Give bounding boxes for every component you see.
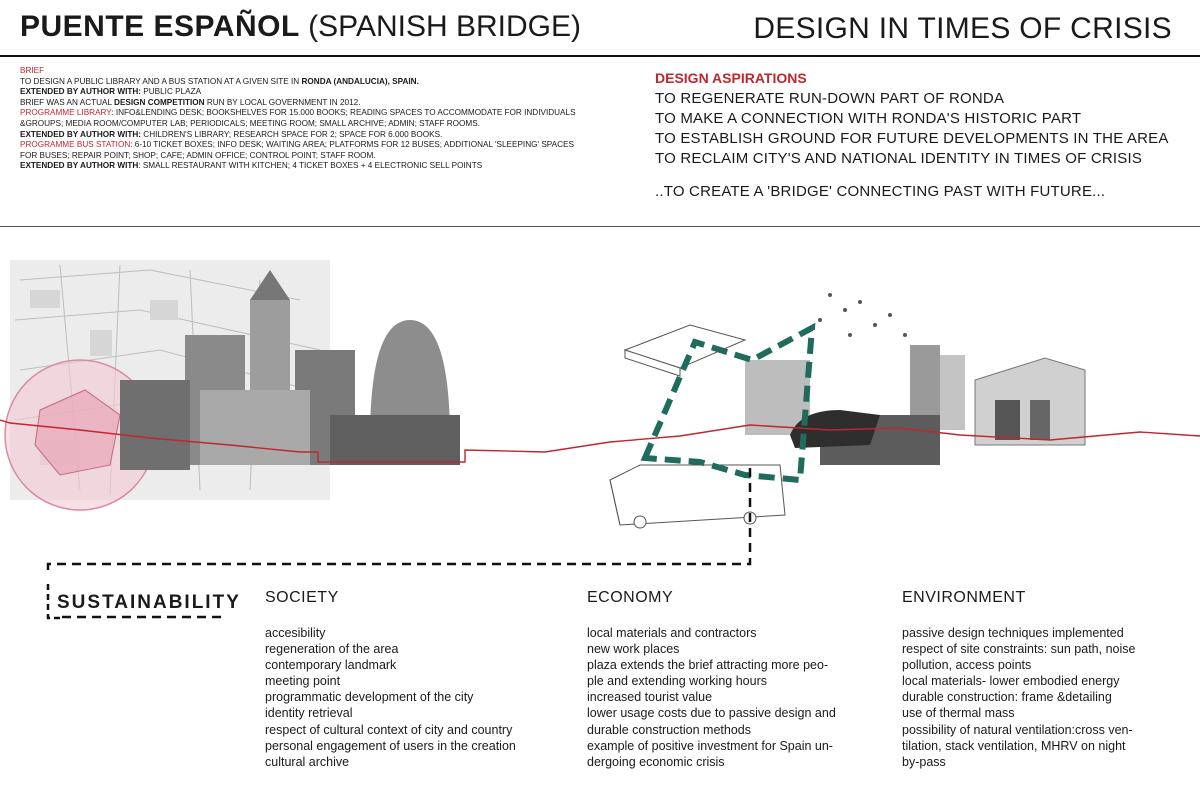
aspiration-item: TO RECLAIM CITY'S AND NATIONAL IDENTITY IN TIMES OF CRISIS <box>655 150 1143 167</box>
brief-line-3 <box>20 98 582 109</box>
brief-line-3-post: RUN BY LOCAL GOVERNMENT IN 2012. <box>204 97 361 107</box>
list-item: increased tourist value <box>587 690 713 705</box>
programme-library-text: : INFO&LENDING DESK; BOOKSHELVES FOR 15.000 BOOKS; READING SPACES TO ACCOMMODATE FOR INDIVIDUALS &GROUPS; MEDIA ROOM/COMPUTER LAB; PERIODICALS; MEETING ROOM; SMALL ARCHIVE; ADMIN; STAFF ROOMS. <box>20 108 576 128</box>
list-item: contemporary landmark <box>265 658 397 673</box>
programme-library-label: PROGRAMME LIBRARY <box>20 108 112 118</box>
list-item: identity retrieval <box>265 706 353 721</box>
section-divider <box>0 226 1200 227</box>
modern-buildings <box>745 345 1085 465</box>
list-item: plaza extends the brief attracting more peo- <box>587 658 829 673</box>
list-item: local materials and contractors <box>587 626 757 640</box>
list-item: durable construction methods <box>587 722 751 737</box>
list-item: example of positive investment for Spain un- <box>587 738 833 753</box>
sustainability-underline <box>62 614 262 620</box>
list-item: possibility of natural ventilation:cross ven- <box>902 722 1133 737</box>
society-list <box>265 625 565 770</box>
title-subtitle: (SPANISH BRIDGE) <box>308 10 581 43</box>
header-tagline: DESIGN IN TIMES OF CRISIS <box>753 12 1172 45</box>
aspirations-closing: ..TO CREATE A 'BRIDGE' CONNECTING PAST WITH FUTURE... <box>655 183 1106 200</box>
list-item: new work places <box>587 642 680 657</box>
sustainability-title: SUSTAINABILITY <box>57 592 241 613</box>
list-item: by-pass <box>902 754 946 769</box>
list-item: meeting point <box>265 674 341 689</box>
bus-sketch <box>610 465 785 528</box>
concept-collage <box>0 240 1200 580</box>
list-item: dergoing economic crisis <box>587 754 725 769</box>
programme-bus-station <box>20 140 582 161</box>
aspirations-heading: DESIGN ASPIRATIONS <box>655 70 807 86</box>
bus-extension <box>20 161 582 172</box>
economy-title: ECONOMY <box>587 589 674 606</box>
list-item: lower usage costs due to passive design and <box>587 706 836 721</box>
list-item: respect of site constraints: sun path, noise <box>902 642 1136 657</box>
list-item: use of thermal mass <box>902 706 1015 721</box>
list-item: pollution, access points <box>902 658 1032 673</box>
list-item: regeneration of the area <box>265 642 399 657</box>
brief-section <box>20 66 582 172</box>
list-item: personal engagement of users in the creation <box>265 738 516 753</box>
list-item: ple and extending working hours <box>587 674 767 689</box>
design-aspirations <box>655 70 1185 200</box>
list-item: durable construction: frame &detailing <box>902 690 1112 705</box>
programme-bus-label: PROGRAMME BUS STATION <box>20 140 131 150</box>
environment-title: ENVIRONMENT <box>902 589 1026 606</box>
brief-extended-text: PUBLIC PLAZA <box>141 87 202 97</box>
economy-column <box>587 589 887 770</box>
list-item: respect of cultural context of city and country <box>265 722 513 737</box>
page-title <box>20 10 581 44</box>
aspiration-item: TO MAKE A CONNECTION WITH RONDA'S HISTORIC PART <box>655 110 1082 127</box>
economy-list <box>587 625 887 770</box>
list-item: accesibility <box>265 626 326 640</box>
brief-extended-label: EXTENDED BY AUTHOR WITH: <box>20 87 141 97</box>
birds <box>818 293 907 337</box>
aspiration-item: TO REGENERATE RUN-DOWN PART OF RONDA <box>655 90 1005 107</box>
brief-line-2 <box>20 87 582 98</box>
list-item: programmatic development of the city <box>265 690 474 705</box>
library-extension-text: CHILDREN'S LIBRARY; RESEARCH SPACE FOR 2; SPACE FOR 6.000 BOOKS. <box>141 129 443 139</box>
library-extension <box>20 130 582 141</box>
environment-column <box>902 589 1200 770</box>
brief-line-1 <box>20 77 582 88</box>
list-item: local materials- lower embodied energy <box>902 674 1120 689</box>
brief-competition: DESIGN COMPETITION <box>114 97 205 107</box>
society-column <box>265 589 565 770</box>
list-item: cultural archive <box>265 754 350 769</box>
aspiration-item: TO ESTABLISH GROUND FOR FUTURE DEVELOPMENTS IN THE AREA <box>655 130 1169 147</box>
header-divider <box>0 55 1200 57</box>
list-item: passive design techniques implemented <box>902 626 1124 640</box>
programme-bus-text: : 6-10 TICKET BOXES; INFO DESK; WAITING AREA; PLATFORMS FOR 12 BUSES; ADDITIONAL 'SLEEPING' SPACES FOR BUSES; REPAIR POINT; SHOP; CAFE; ADMIN OFFICE; CONTROL POINT; STAFF ROOM. <box>20 140 574 160</box>
brief-location: RONDA (ANDALUCIA), SPAIN. <box>301 76 419 86</box>
brief-heading: BRIEF <box>20 66 45 75</box>
library-extension-label: EXTENDED BY AUTHOR WITH: <box>20 129 141 139</box>
list-item: tilation, stack ventilation, MHRV on night <box>902 738 1126 753</box>
bus-extension-text: : SMALL RESTAURANT WITH KITCHEN; 4 TICKET BOXES + 4 ELECTRONIC SELL POINTS <box>138 161 483 171</box>
society-title: SOCIETY <box>265 589 339 606</box>
header <box>0 0 1200 56</box>
bus-extension-label: EXTENDED BY AUTHOR WITH <box>20 161 139 171</box>
title-main: PUENTE ESPAÑOL <box>20 10 300 43</box>
environment-list <box>902 625 1200 770</box>
brief-line-3-pre: BRIEF WAS AN ACTUAL <box>20 97 115 107</box>
programme-library <box>20 108 582 129</box>
brief-line-1-text: TO DESIGN A PUBLIC LIBRARY AND A BUS STATION AT A GIVEN SITE IN <box>20 76 302 86</box>
